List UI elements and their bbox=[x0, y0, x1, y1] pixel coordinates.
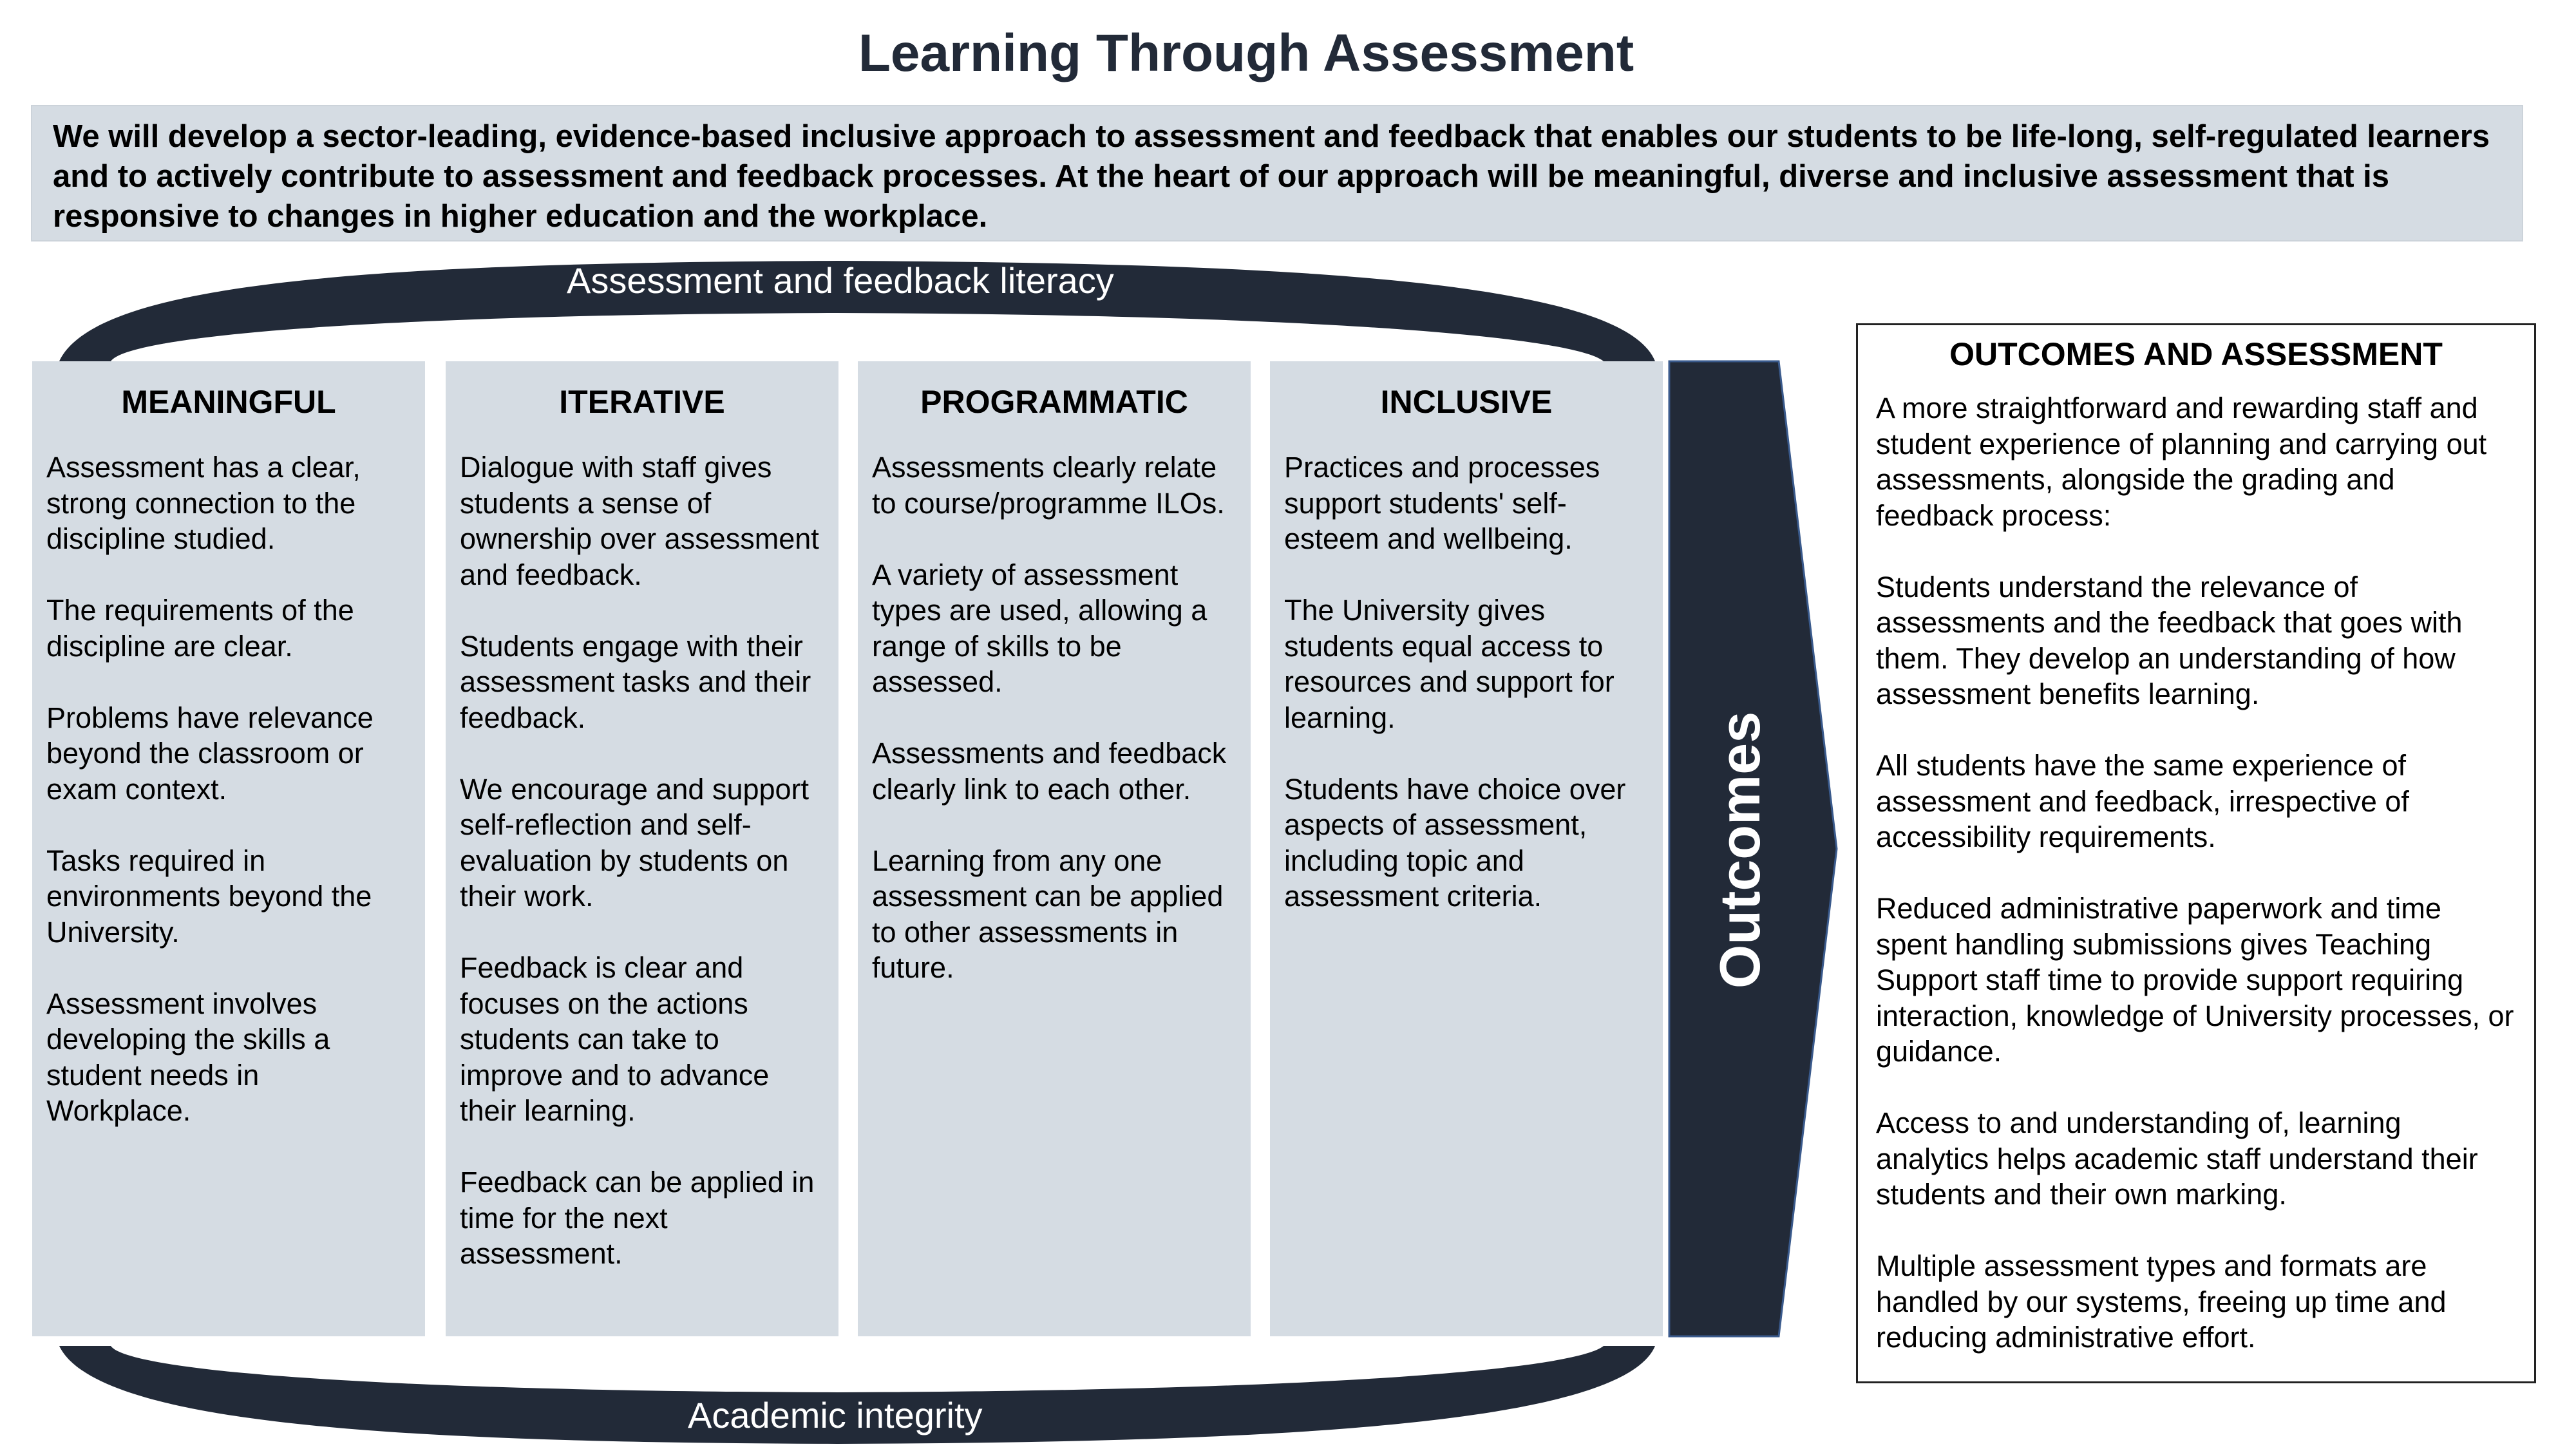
column-item: Feedback is clear and focuses on the actions students can take to improve and to advance their learning. bbox=[460, 951, 770, 1127]
column-item: Practices and processes support students' self-esteem and wellbeing. bbox=[1284, 451, 1600, 555]
column-item: Assessment involves developing the skills a student needs in Workplace. bbox=[46, 987, 330, 1127]
page-title: Learning Through Assessment bbox=[858, 24, 1634, 82]
column-heading: INCLUSIVE bbox=[1380, 384, 1553, 420]
column-heading: PROGRAMMATIC bbox=[920, 384, 1188, 420]
column-item: Problems have relevance beyond the classroom or exam context. bbox=[46, 701, 374, 806]
summary-paragraph: A more straightforward and rewarding staff and student experience of planning and carrying out assessments, alongside the grading and feedback process: bbox=[1876, 392, 2487, 532]
summary-heading: OUTCOMES AND ASSESSMENT bbox=[1949, 336, 2443, 372]
column-item: The requirements of the discipline are clear. bbox=[46, 594, 354, 663]
column-item: Feedback can be applied in time for the next assessment. bbox=[460, 1166, 815, 1270]
column-item: We encourage and support self-reflection and self-evaluation by students on their work. bbox=[460, 772, 810, 913]
column-item: Assessment has a clear, strong connection to the discipline studied. bbox=[46, 451, 361, 555]
top-band-label: Assessment and feedback literacy bbox=[567, 260, 1114, 301]
column-item: Learning from any one assessment can be applied to other assessments in future. bbox=[872, 844, 1224, 984]
column-item: The University gives students equal access to resources and support for learning. bbox=[1284, 594, 1615, 734]
column-heading: MEANINGFUL bbox=[121, 384, 336, 420]
summary-paragraph: All students have the same experience of assessment and feedback, irrespective of accessibility requirements. bbox=[1876, 749, 2409, 853]
column-item: Assessments clearly relate to course/programme ILOs. bbox=[872, 451, 1225, 520]
summary-paragraph: Multiple assessment types and formats are handled by our systems, freeing up time and reducing administrative effort. bbox=[1876, 1249, 2447, 1354]
column-heading: ITERATIVE bbox=[559, 384, 725, 420]
column-item: Students have choice over aspects of assessment, including topic and assessment criteria. bbox=[1284, 772, 1626, 913]
summary-paragraph: Students understand the relevance of assessments and the feedback that goes with them. They develop an understanding of how assessment benefits learning. bbox=[1876, 570, 2463, 710]
column-item: Tasks required in environments beyond the University. bbox=[46, 844, 372, 949]
summary-paragraph: Access to and understanding of, learning analytics helps academic staff understand their students and their own marking. bbox=[1876, 1106, 2478, 1211]
outcomes-label: Outcomes bbox=[1708, 711, 1772, 989]
outcomes-summary-box bbox=[1856, 323, 2536, 1383]
summary-paragraph: Reduced administrative paperwork and time spent handling submissions gives Teaching Support staff time to provide support requiring interaction, knowledge of University processes, or guidance. bbox=[1876, 892, 2514, 1068]
column-item: A variety of assessment types are used, allowing a range of skills to be assessed. bbox=[872, 558, 1208, 698]
column-item: Dialogue with staff gives students a sense of ownership over assessment and feedback. bbox=[460, 451, 819, 591]
intro-statement: We will develop a sector-leading, evidence-based inclusive approach to assessment and feedback that enables our students to be life-long, self-regulated learners and to actively contribute to assessment and feedback processes. At the heart of our approach will be meaningful, diverse and inclusive assessment that is responsive to changes in higher education and the workplace. bbox=[31, 105, 2523, 242]
column-item: Students engage with their assessment tasks and their feedback. bbox=[460, 629, 811, 734]
column-item: Assessments and feedback clearly link to each other. bbox=[872, 737, 1227, 806]
bottom-band-label: Academic integrity bbox=[688, 1395, 983, 1435]
